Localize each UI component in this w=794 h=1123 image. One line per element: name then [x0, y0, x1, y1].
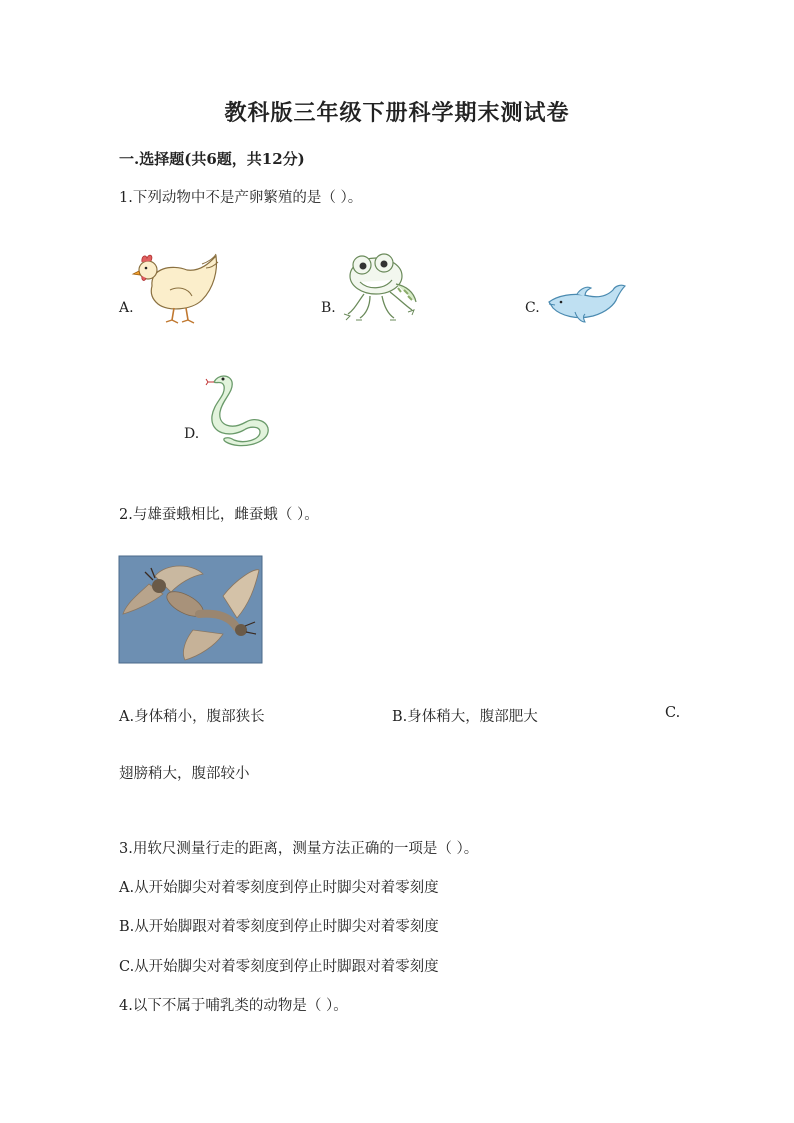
question-1-stem: 1.下列动物中不是产卵繁殖的是（ ）。	[119, 190, 363, 206]
snake-icon	[206, 370, 276, 450]
q2-option-c-text[interactable]: 翅膀稍大，腹部较小	[119, 766, 250, 782]
q2-option-b[interactable]: B.身体稍大，腹部肥大	[392, 709, 538, 725]
question-3-stem: 3.用软尺测量行走的距离，测量方法正确的一项是（ ）。	[119, 841, 479, 857]
q1-option-b-label[interactable]: B.	[321, 300, 336, 316]
q2-option-a[interactable]: A.身体稍小，腹部狭长	[119, 709, 265, 725]
q3-option-b[interactable]: B.从开始脚跟对着零刻度到停止时脚尖对着零刻度	[119, 919, 439, 935]
q1-option-a-label[interactable]: A.	[119, 300, 134, 316]
question-2-stem: 2.与雄蚕蛾相比，雌蚕蛾（ ）。	[119, 507, 319, 523]
q3-option-c[interactable]: C.从开始脚尖对着零刻度到停止时脚跟对着零刻度	[119, 959, 439, 975]
page-title: 教科版三年级下册科学期末测试卷	[224, 100, 570, 126]
hen-icon	[132, 246, 220, 328]
frog-icon	[340, 252, 420, 324]
section-heading: 一.选择题(共6题，共12分)	[119, 150, 305, 168]
q3-option-a[interactable]: A.从开始脚尖对着零刻度到停止时脚尖对着零刻度	[119, 880, 439, 896]
q2-option-c-label[interactable]: C.	[665, 705, 681, 721]
silkmoth-photo	[119, 556, 262, 663]
dolphin-icon	[547, 282, 627, 324]
question-4-stem: 4.以下不属于哺乳类的动物是（ ）。	[119, 998, 348, 1014]
q1-option-d-label[interactable]: D.	[184, 426, 200, 442]
q1-option-c-label[interactable]: C.	[525, 300, 540, 316]
